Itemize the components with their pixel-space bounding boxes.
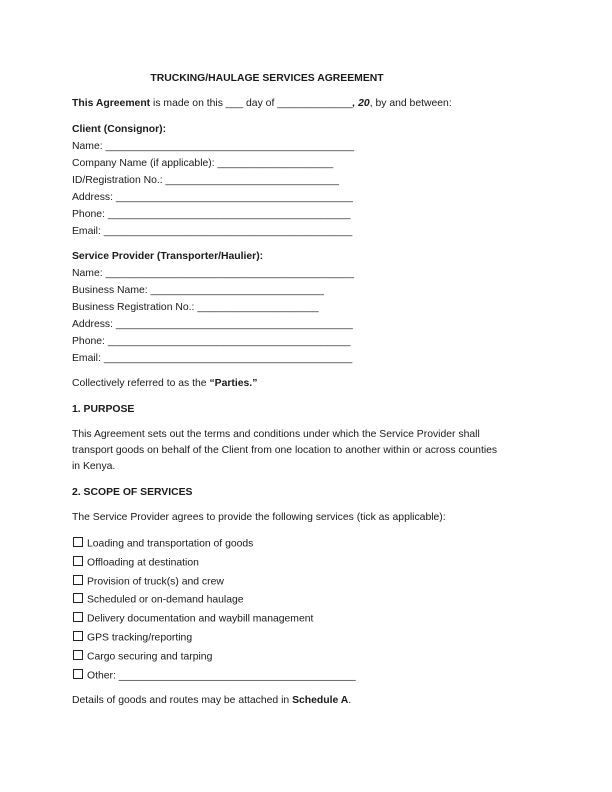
checkbox-icon[interactable] <box>73 650 83 660</box>
provider-phone-field: Phone: __________________________________________ <box>72 336 351 347</box>
section-1-line: in Kenya. <box>72 461 116 472</box>
intro-text-1: is made on this ___ day of _____________ <box>150 98 353 109</box>
intro-text-2: , by and between: <box>369 98 452 109</box>
provider-address-field: Address: _________________________________________ <box>72 319 353 330</box>
checkbox-icon[interactable] <box>73 631 83 641</box>
intro-lead: This Agreement <box>72 98 151 109</box>
checklist-item[interactable] <box>72 650 212 664</box>
checklist-item-label: Loading and transportation of goods <box>87 538 254 550</box>
intro-line <box>72 97 452 110</box>
client-name-field: Name: ___________________________________________ <box>72 141 354 152</box>
provider-registration-field: Business Registration No.: _____________________ <box>72 302 319 313</box>
schedule-reference: Schedule A <box>292 695 349 706</box>
section-1-line: This Agreement sets out the terms and conditions under which the Service Provider shall <box>72 429 480 440</box>
checklist-item[interactable] <box>72 537 253 551</box>
client-phone-field: Phone: __________________________________________ <box>72 209 351 220</box>
intro-year: , 20 <box>352 98 370 109</box>
checklist-item-label: Provision of truck(s) and crew <box>87 576 224 588</box>
checkbox-icon[interactable] <box>73 575 83 585</box>
client-email-field: Email: ___________________________________________ <box>72 226 353 237</box>
client-heading: Client (Consignor): <box>72 124 167 135</box>
checklist-item[interactable] <box>72 612 313 626</box>
provider-heading: Service Provider (Transporter/Haulier): <box>72 251 264 262</box>
provider-name-field: Name: ___________________________________________ <box>72 268 354 279</box>
parties-line <box>72 377 257 390</box>
checklist-item[interactable] <box>72 593 244 607</box>
parties-bold: “Parties.” <box>209 378 258 389</box>
checklist-item-label: Scheduled or on-demand haulage <box>87 594 244 606</box>
section-2-intro: The Service Provider agrees to provide the following services (tick as applicable): <box>72 512 446 523</box>
checklist-item-label: Offloading at destination <box>87 557 199 569</box>
checkbox-icon[interactable] <box>73 537 83 547</box>
client-id-field: ID/Registration No.: ______________________________ <box>72 175 339 186</box>
checkbox-icon[interactable] <box>73 669 83 679</box>
checklist-item[interactable] <box>72 575 224 589</box>
provider-business-name-field: Business Name: ______________________________ <box>72 285 324 296</box>
checkbox-icon[interactable] <box>73 556 83 566</box>
details-end: . <box>348 695 352 706</box>
checklist-item-label: Other: _________________________________________ <box>87 670 356 682</box>
checklist-item-label: GPS tracking/reporting <box>87 632 193 644</box>
checkbox-icon[interactable] <box>73 593 83 603</box>
client-address-field: Address: _________________________________________ <box>72 192 353 203</box>
section-1-heading: 1. PURPOSE <box>72 404 135 415</box>
checklist-item[interactable] <box>72 631 192 645</box>
details-text: Details of goods and routes may be attached in <box>72 695 293 706</box>
parties-text: Collectively referred to as the <box>72 378 210 389</box>
document-title: TRUCKING/HAULAGE SERVICES AGREEMENT <box>150 73 384 84</box>
checklist-item[interactable] <box>72 669 356 683</box>
provider-email-field: Email: ___________________________________________ <box>72 353 353 364</box>
checklist-item-label: Delivery documentation and waybill management <box>87 613 314 625</box>
section-1-line: transport goods on behalf of the Client from one location to another within or across counties <box>72 445 498 456</box>
client-company-field: Company Name (if applicable): ____________________ <box>72 158 334 169</box>
details-line <box>72 694 351 707</box>
checklist-item-label: Cargo securing and tarping <box>87 651 213 663</box>
checkbox-icon[interactable] <box>73 612 83 622</box>
section-2-heading: 2. SCOPE OF SERVICES <box>72 487 193 498</box>
checklist-item[interactable] <box>72 556 199 570</box>
